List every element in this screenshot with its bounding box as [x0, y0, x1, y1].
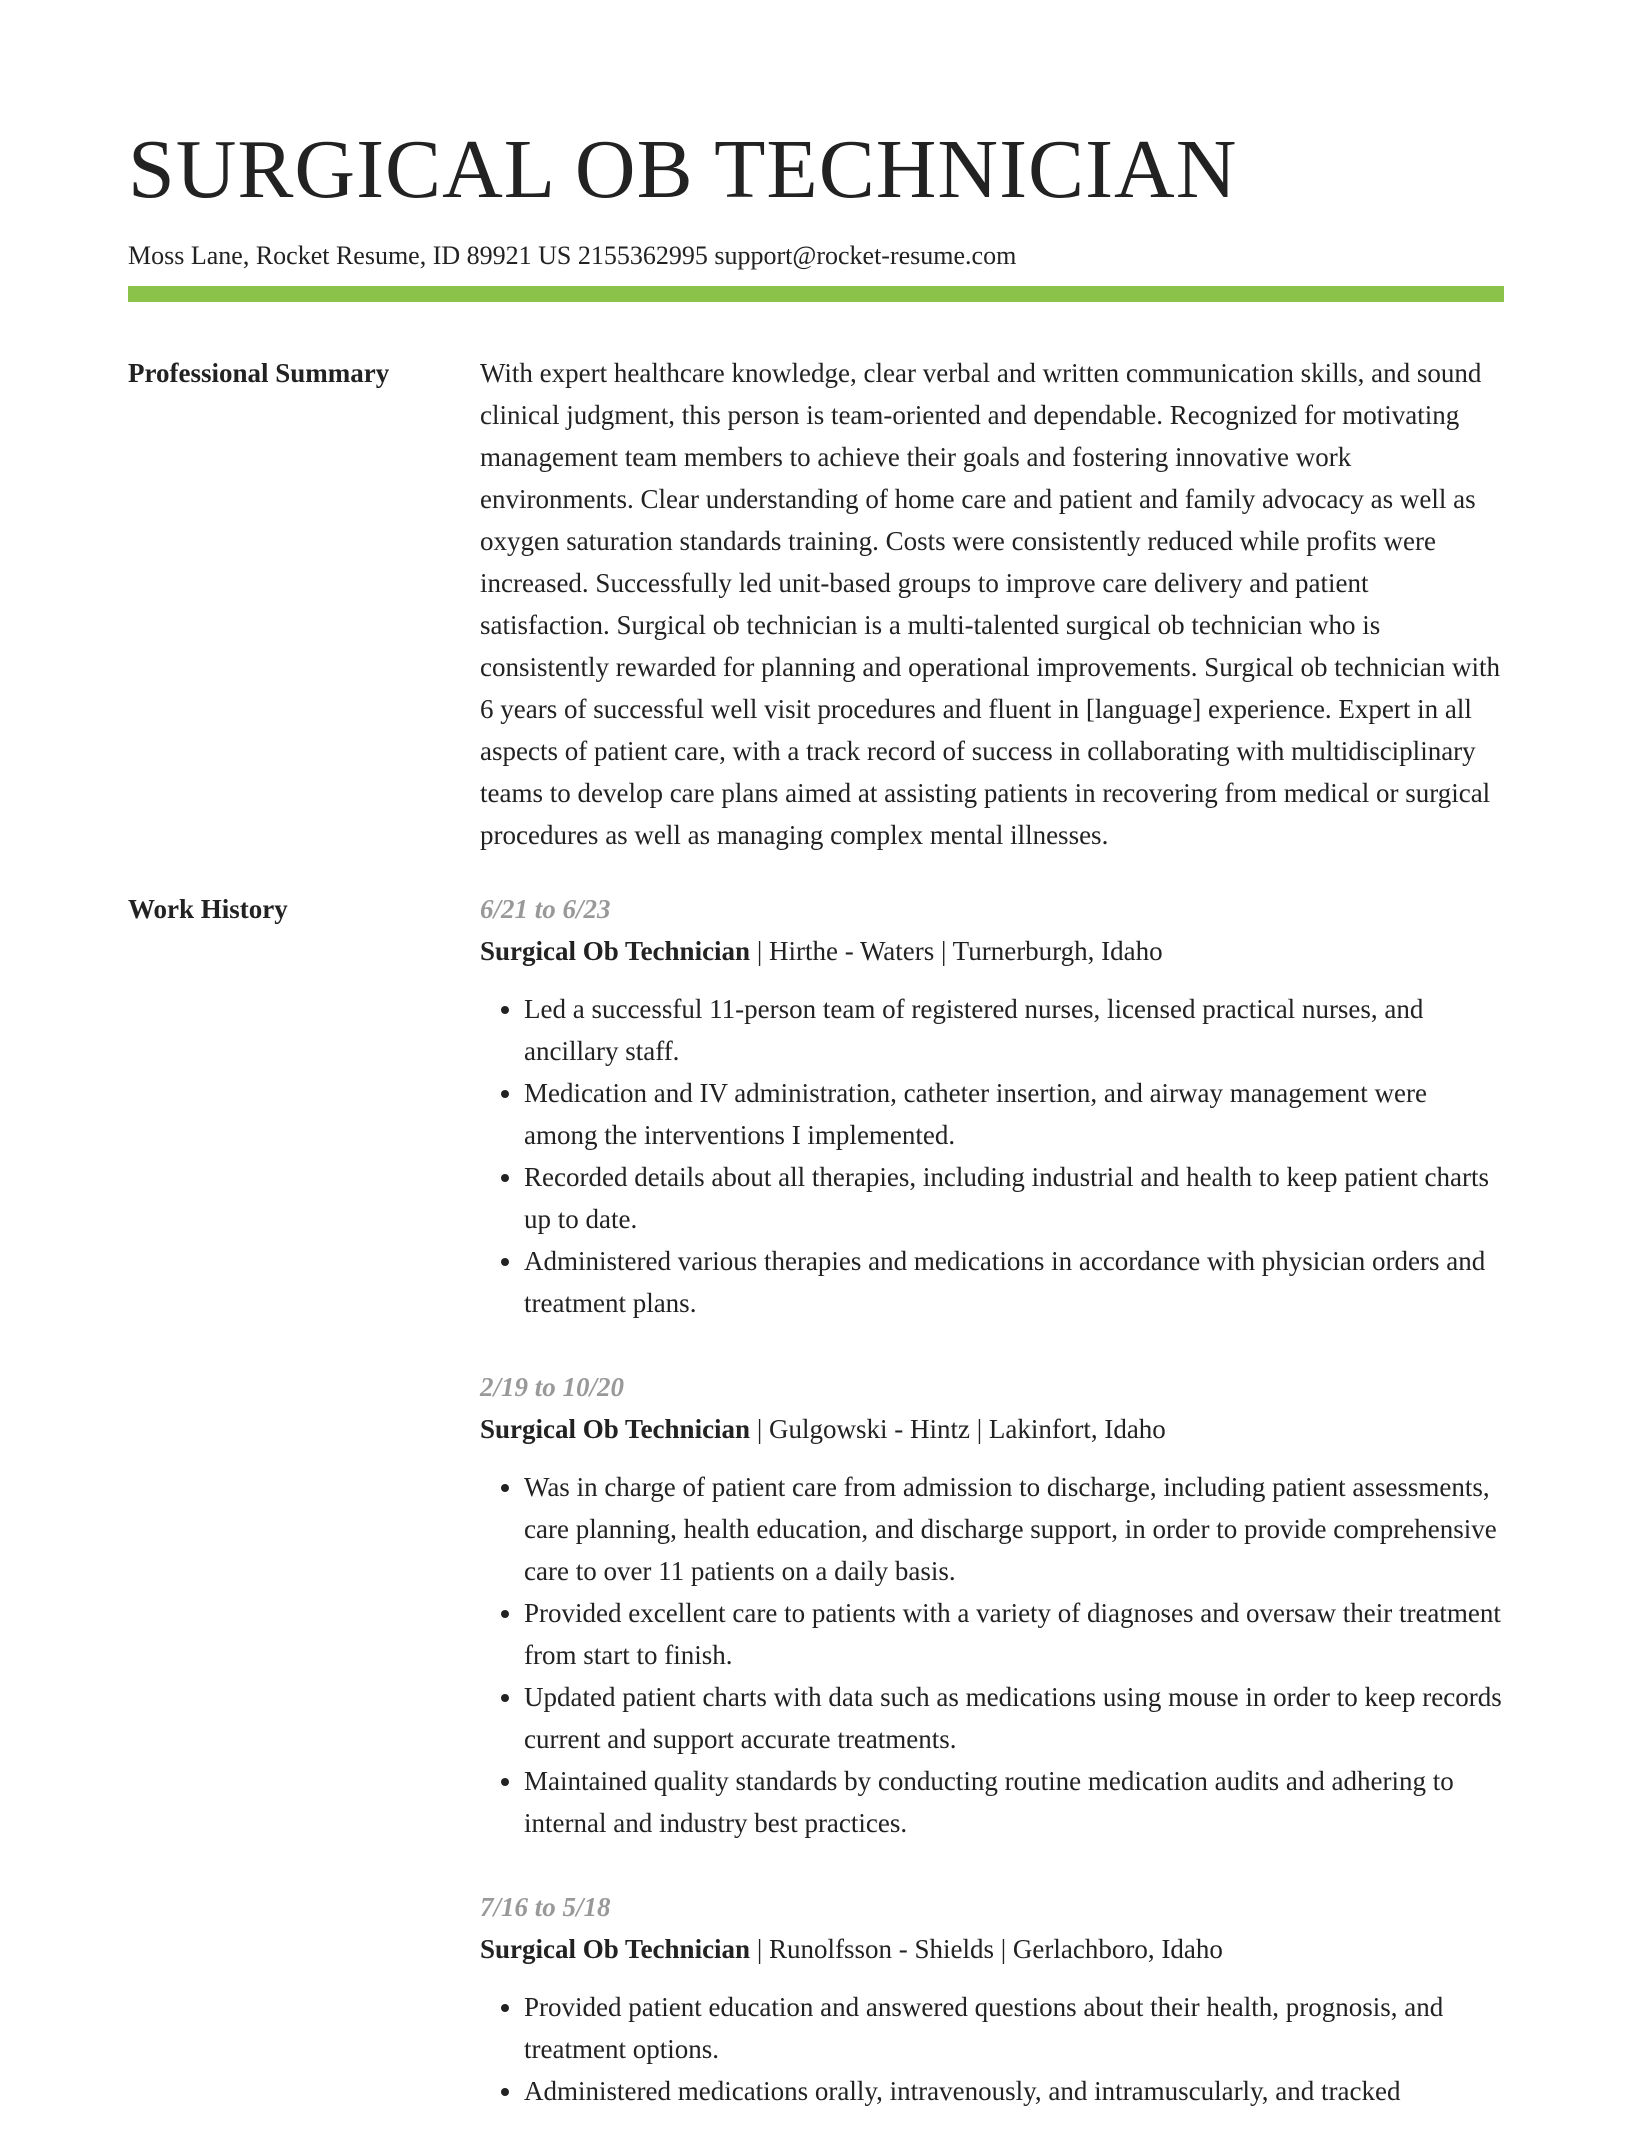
job-bullets — [480, 988, 1504, 1324]
job-title: Surgical Ob Technician — [480, 1934, 751, 1964]
job-bullets — [480, 1986, 1504, 2112]
job-dates: 6/21 to 6/23 — [480, 894, 611, 924]
accent-divider — [128, 286, 1504, 302]
job-title: Surgical Ob Technician — [480, 936, 751, 966]
section-label-work-history: Work History — [128, 894, 288, 924]
job-heading — [480, 1928, 1504, 1970]
job-bullet: • Led a successful 11-person team of registered nurses, licensed practical nurses, and ancillary staff. — [524, 988, 1504, 1072]
job-entry — [480, 888, 1504, 1324]
work-history-body — [480, 888, 1504, 2154]
summary-text: With expert healthcare knowledge, clear verbal and written communication skills, and sound clinical judgment, this person is team-oriented and dependable. Recognized for motivating management team members to achieve their goals and fostering innovative work environments. Clear understanding of home care and patient and family advocacy as well as oxygen saturation standards training. Costs were consistently reduced while profits were increased. Successfully led unit-based groups to improve care delivery and patient satisfaction. Surgical ob technician is a multi-talented surgical ob technician who is consistently rewarded for planning and operational improvements. Surgical ob technician with 6 years of successful well visit procedures and fluent in [language] experience. Expert in all aspects of patient care, with a track record of success in collaborating with multidisciplinary teams to develop care plans aimed at assisting patients in recovering from medical or surgical procedures as well as managing complex mental illnesses. — [480, 358, 1500, 850]
job-bullet: • Administered medications orally, intravenously, and intramuscularly, and tracked — [524, 2070, 1504, 2112]
resume-title: SURGICAL OB TECHNICIAN — [128, 123, 1238, 216]
job-details: | Runolfsson - Shields | Gerlachboro, Idaho — [750, 1934, 1223, 1964]
job-bullet: • Maintained quality standards by conducting routine medication audits and adhering to internal and industry best practices. — [524, 1760, 1504, 1844]
job-bullet: • Was in charge of patient care from admission to discharge, including patient assessments, care planning, health education, and discharge support, in order to provide comprehensive care to over 11 patients on a daily basis. — [524, 1466, 1504, 1592]
resume-page — [128, 0, 1504, 2154]
job-bullet: • Administered various therapies and medications in accordance with physician orders and treatment plans. — [524, 1240, 1504, 1324]
job-title: Surgical Ob Technician — [480, 1414, 751, 1444]
contact-info: Moss Lane, Rocket Resume, ID 89921 US 2155362995 support@rocket-resume.com — [128, 241, 1017, 270]
job-details: | Gulgowski - Hintz | Lakinfort, Idaho — [750, 1414, 1166, 1444]
job-dates: 7/16 to 5/18 — [480, 1892, 611, 1922]
job-bullet: • Updated patient charts with data such as medications using mouse in order to keep records current and support accurate treatments. — [524, 1676, 1504, 1760]
summary-body — [480, 352, 1504, 856]
job-heading — [480, 1408, 1504, 1450]
job-details: | Hirthe - Waters | Turnerburgh, Idaho — [750, 936, 1163, 966]
job-bullets — [480, 1466, 1504, 1844]
job-entry — [480, 1886, 1504, 2112]
job-bullet: • Provided patient education and answered questions about their health, prognosis, and treatment options. — [524, 1986, 1504, 2070]
professional-summary-section — [128, 352, 1504, 856]
job-bullet: • Provided excellent care to patients with a variety of diagnoses and oversaw their treatment from start to finish. — [524, 1592, 1504, 1676]
job-bullet: • Recorded details about all therapies, including industrial and health to keep patient charts up to date. — [524, 1156, 1504, 1240]
job-entry — [480, 1366, 1504, 1844]
section-label-summary: Professional Summary — [128, 358, 390, 388]
job-heading — [480, 930, 1504, 972]
job-bullet: • Medication and IV administration, catheter insertion, and airway management were among the interventions I implemented. — [524, 1072, 1504, 1156]
job-dates: 2/19 to 10/20 — [480, 1372, 625, 1402]
work-history-section — [128, 888, 1504, 2154]
